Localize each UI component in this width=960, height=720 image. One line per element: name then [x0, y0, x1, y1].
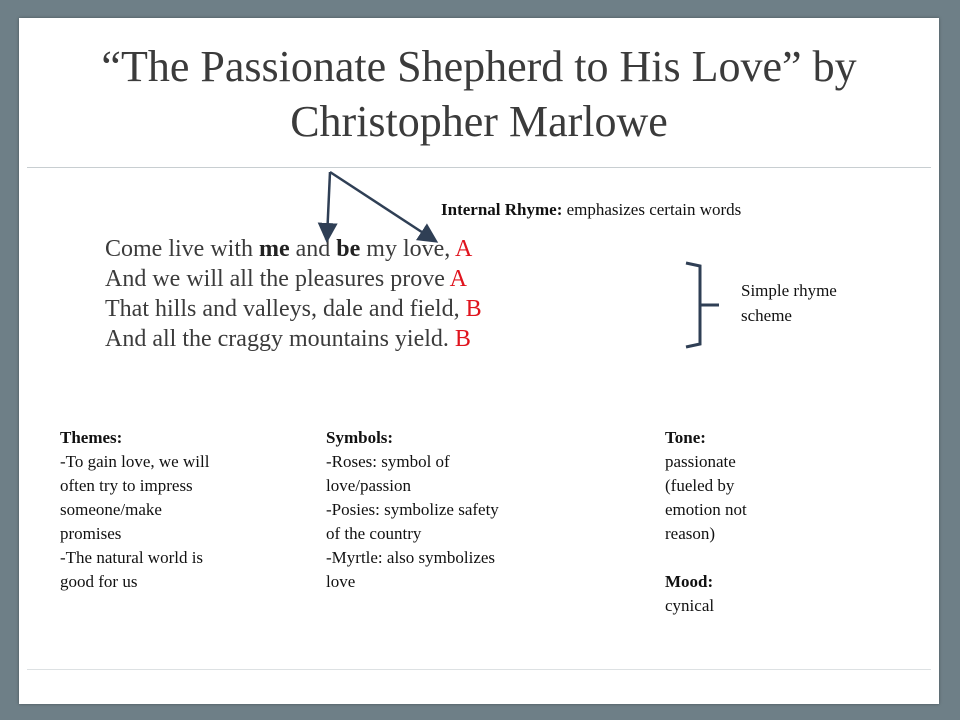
themes-line: someone/make: [60, 500, 162, 519]
themes-line: good for us: [60, 572, 138, 591]
tone-line: passionate: [665, 452, 736, 471]
rhyme-letter: B: [465, 296, 482, 322]
internal-rhyme-word-be: be: [336, 236, 361, 262]
tone-heading: Tone:: [665, 428, 706, 447]
rhyme-note-line: Simple rhyme: [741, 281, 837, 300]
poem-text: That hills and valleys, dale and field,: [105, 296, 466, 322]
internal-rhyme-word-me: me: [258, 236, 290, 262]
arrow-to-be: [330, 172, 434, 240]
rhyme-note-line: scheme: [741, 306, 792, 325]
symbols-heading: Symbols:: [326, 428, 394, 447]
themes-line: -The natural world is: [60, 548, 204, 567]
symbols-line: -Myrtle: also symbolizes: [326, 548, 496, 567]
tone-line: (fueled by: [665, 476, 735, 495]
symbols-line: love: [326, 572, 356, 591]
rhyme-letter: A: [454, 236, 473, 262]
poem-text: my love,: [360, 236, 455, 262]
symbols-line: -Roses: symbol of: [326, 452, 450, 471]
poem-text: and: [289, 236, 337, 262]
symbols-line: -Posies: symbolize safety: [326, 500, 499, 519]
rhyme-letter: B: [454, 326, 471, 352]
arrow-to-me: [327, 172, 330, 238]
symbols-line: love/passion: [326, 476, 411, 495]
poem-text: And all the craggy mountains yield.: [105, 326, 455, 352]
mood-value: cynical: [665, 596, 715, 615]
poem-text: Come live with: [105, 236, 259, 262]
tone-line: emotion not: [665, 500, 747, 519]
tone-line: reason): [665, 524, 716, 543]
mood-heading: Mood:: [665, 572, 714, 591]
themes-line: often try to impress: [60, 476, 193, 495]
internal-rhyme-text: emphasizes certain words: [562, 200, 742, 219]
slide-title: “The Passionate Shepherd to His Love” by Christopher Marlowe: [101, 42, 857, 146]
bracket-icon: [686, 263, 700, 347]
rhyme-letter: A: [449, 266, 467, 292]
symbols-line: of the country: [326, 524, 422, 543]
themes-line: -To gain love, we will: [60, 452, 210, 471]
themes-heading: Themes:: [60, 428, 123, 447]
poem-text: And we will all the pleasures prove: [105, 266, 450, 292]
internal-rhyme-label: Internal Rhyme:: [441, 200, 563, 219]
themes-line: promises: [60, 524, 122, 543]
